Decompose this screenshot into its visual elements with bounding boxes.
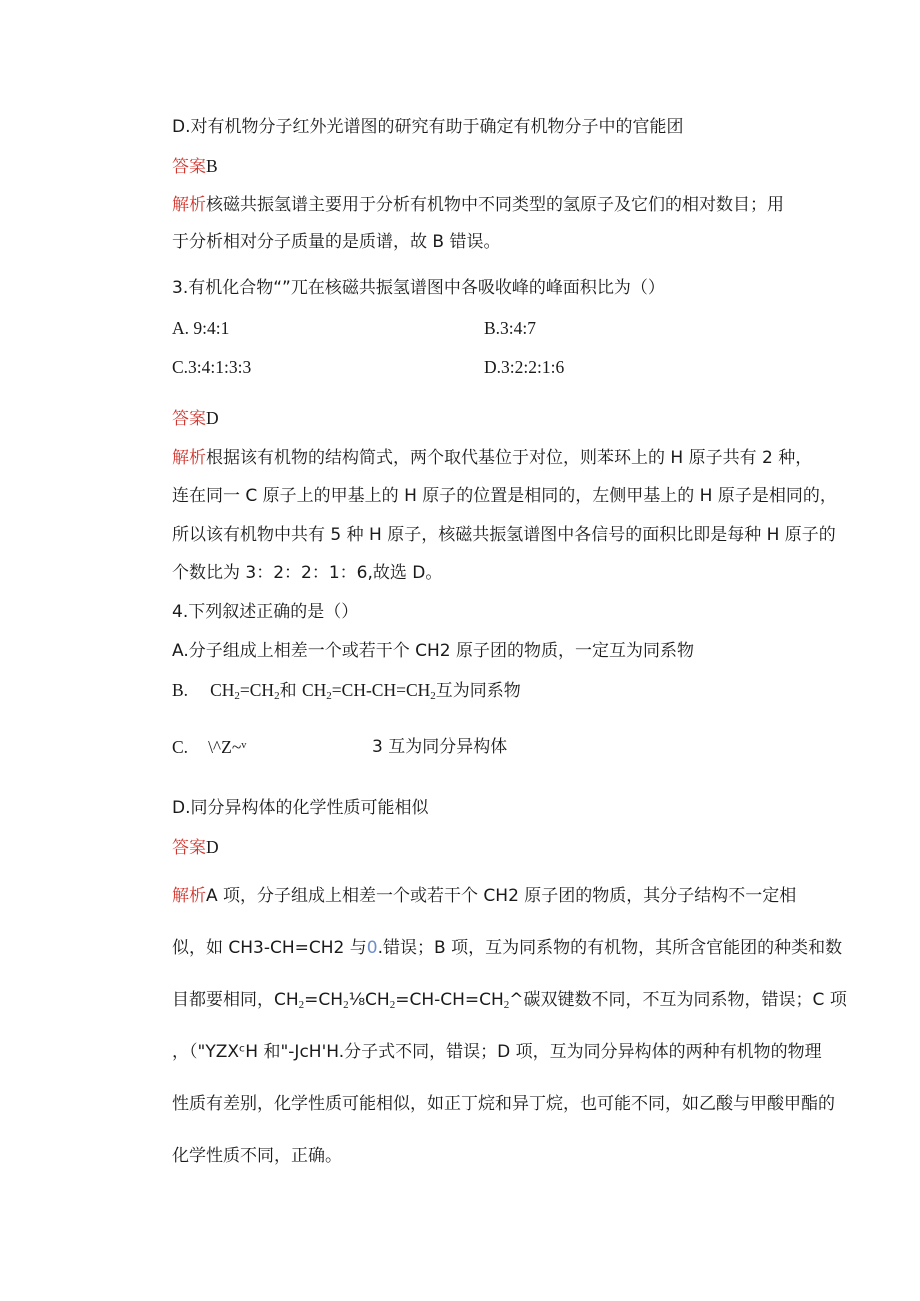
q3-option-d: D.3:2:2:1:6	[484, 357, 565, 377]
q4-stem: 4.下列叙述正确的是（）	[172, 602, 359, 622]
answer-label: 答案	[172, 409, 206, 429]
formula-butadiene: $CH_2=CH-CH=CH_2$	[301, 680, 436, 702]
q4-option-d: D.同分异构体的化学性质可能相似	[172, 798, 429, 818]
answer-value: D	[206, 408, 219, 428]
analysis-text: A 项，分子组成上相差一个或若干个 CH2 原子团的物质，其分子结构不一定相	[206, 886, 797, 906]
q4-analysis-line-2: 似，如 CH3-CH=CH2 与0.错误；B 项，互为同系物的有机物，其所含官能团的种类和数	[172, 938, 843, 958]
q2-analysis-line-1	[172, 194, 784, 216]
structure-garbled-text: \^Z~ᵛ	[208, 737, 247, 757]
q3-option-b: B.3:4:7	[484, 318, 537, 338]
q3-answer	[172, 407, 219, 430]
answer-label: 答案	[172, 157, 206, 177]
formula-ethylene: $CH_2=CH_2$	[210, 680, 280, 702]
option-b-suffix: 互为同系物	[435, 681, 521, 701]
q4-analysis-line-4: ，（"YZXᶜH 和"-JcH'H.分子式不同，错误；D 项，互为同分异构体的两种有机物的物理	[172, 1042, 822, 1062]
answer-label: 答案	[172, 838, 206, 858]
q4-analysis-line-1	[172, 885, 796, 907]
answer-value: D	[206, 837, 219, 857]
q3-option-a: A. 9:4:1	[172, 318, 230, 338]
analysis-label: 解析	[172, 448, 206, 468]
formula-placeholder: 0	[366, 938, 378, 958]
option-letter: C.	[172, 737, 189, 757]
q4-analysis-line-5: 性质有差别，化学性质可能相似，如正丁烷和异丁烷，也可能不同，如乙酸与甲酸甲酯的	[172, 1094, 835, 1114]
analysis-text: 根据该有机物的结构简式，两个取代基位于对位，则苯环上的 H 原子共有 2 种，	[206, 448, 813, 468]
q2-answer	[172, 155, 218, 178]
answer-value: B	[206, 156, 218, 176]
q3-analysis-line-4: 个数比为 3：2：2：1：6,故选 D。	[172, 563, 443, 583]
analysis-label: 解析	[172, 886, 206, 906]
q2-analysis-line-2: 于分析相对分子质量的是质谱，故 B 错误。	[172, 232, 501, 252]
q4-analysis-line-3: 目都要相同，$CH_2=CH_2\frac{1}{8}CH_2=CH-CH=CH_2\^{}$碳双键数不同，不互为同系物，错误；C 项	[172, 990, 847, 1011]
q2-option-d: D.对有机物分子红外光谱图的研究有助于确定有机物分子中的官能团	[172, 117, 684, 137]
q3-stem: 3.有机化合物“”兀在核磁共振氢谱图中各吸收峰的峰面积比为（）	[172, 278, 665, 298]
q3-analysis-line-2: 连在同一 C 原子上的甲基上的 H 原子的位置是相同的，左侧甲基上的 H 原子是相同的，	[172, 486, 837, 506]
q4-option-c-suffix: 3 互为同分异构体	[372, 737, 508, 757]
q4-option-c	[172, 736, 246, 759]
conjunction: 和	[279, 681, 297, 701]
analysis-label: 解析	[172, 195, 206, 215]
q3-analysis-line-3: 所以该有机物中共有 5 种 H 原子，核磁共振氢谱图中各信号的面积比即是每种 H 原子的	[172, 525, 836, 545]
q4-answer	[172, 836, 219, 859]
q4-option-b	[172, 679, 521, 702]
q4-option-a: A.分子组成上相差一个或若干个 CH2 原子团的物质，一定互为同系物	[172, 641, 695, 661]
analysis-text: 核磁共振氢谱主要用于分析有机物中不同类型的氢原子及它们的相对数目；用	[206, 195, 784, 215]
q3-analysis-line-1	[172, 447, 812, 469]
q4-analysis-line-6: 化学性质不同，正确。	[172, 1146, 342, 1166]
option-letter: B.	[172, 680, 189, 700]
q3-option-c: C.3:4:1:3:3	[172, 357, 252, 377]
